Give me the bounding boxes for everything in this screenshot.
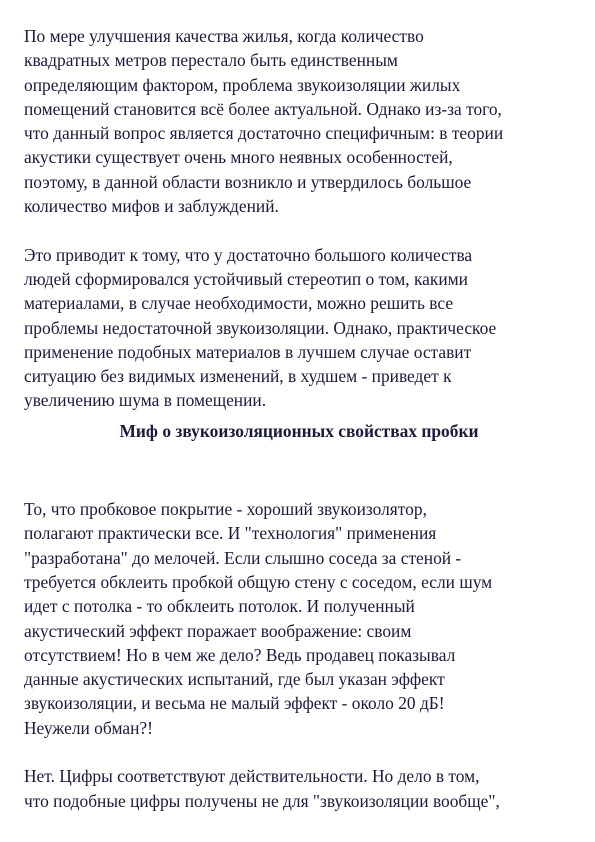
paragraph-spacer bbox=[24, 740, 574, 764]
text-line: количество мифов и заблуждений. bbox=[24, 196, 279, 217]
text-line: полагают практически все. И "технология" применения bbox=[24, 523, 437, 544]
paragraph-answer bbox=[24, 764, 574, 813]
text-line: данные акустических испытаний, где был указан эффект bbox=[24, 669, 445, 690]
text-line: определяющим фактором, проблема звукоизоляции жилых bbox=[24, 74, 461, 95]
text-line: людей сформировался устойчивый стереотип о том, какими bbox=[24, 268, 468, 289]
text-line: увеличению шума в помещении. bbox=[24, 390, 267, 411]
text-line: "разработана" до мелочей. Если слышно соседа за стеной - bbox=[24, 547, 462, 568]
text-line: По мере улучшения качества жилья, когда количество bbox=[24, 26, 424, 46]
text-line: требуется обклеить пробкой общую стену с соседом, если шум bbox=[24, 571, 493, 592]
text-line: То, что пробковое покрытие - хороший звукоизолятор, bbox=[24, 499, 427, 520]
text-line: проблемы недостаточной звукоизоляции. Однако, практическое bbox=[24, 317, 497, 338]
text-line: ситуацию без видимых изменений, в худшем - приведет к bbox=[24, 366, 452, 387]
section-heading: Миф о звукоизоляционных свойствах пробки bbox=[119, 420, 479, 441]
text-line: акустики существует очень много неявных особенностей, bbox=[24, 147, 453, 168]
text-line: что подобные цифры получены не для "звукоизоляции вообще", bbox=[24, 790, 500, 811]
text-line: что данный вопрос является достаточно специфичным: в теории bbox=[24, 123, 504, 144]
text-line: Нет. Цифры соответствуют действительности. Но дело в том, bbox=[24, 766, 480, 787]
text-line: поэтому, в данной области возникло и утвердилось большое bbox=[24, 171, 472, 192]
text-line: звукоизоляции, и весьма не малый эффект - около 20 дБ! bbox=[24, 693, 445, 714]
text-line: идет с потолка - то обклеить потолок. И полученный bbox=[24, 596, 415, 617]
paragraph-intro bbox=[24, 24, 574, 218]
paragraph-spacer bbox=[24, 218, 574, 242]
heading-spacer-bottom bbox=[24, 443, 574, 497]
text-line: акустический эффект поражает воображение: своим bbox=[24, 620, 412, 641]
document-body bbox=[24, 24, 574, 813]
paragraph-stereotype bbox=[24, 243, 574, 413]
text-line: помещений становится всё более актуальной. Однако из-за того, bbox=[24, 98, 502, 119]
paragraph-cork bbox=[24, 497, 574, 740]
text-line: материалами, в случае необходимости, можно решить все bbox=[24, 293, 454, 314]
text-line: применение подобных материалов в лучшем случае оставит bbox=[24, 341, 472, 362]
text-line: отсутствием! Но в чем же дело? Ведь продавец показывал bbox=[24, 644, 456, 665]
text-line: Это приводит к тому, что у достаточно большого количества bbox=[24, 244, 473, 265]
text-line: квадратных метров перестало быть единственным bbox=[24, 50, 398, 71]
text-line: Неужели обман?! bbox=[24, 717, 153, 738]
